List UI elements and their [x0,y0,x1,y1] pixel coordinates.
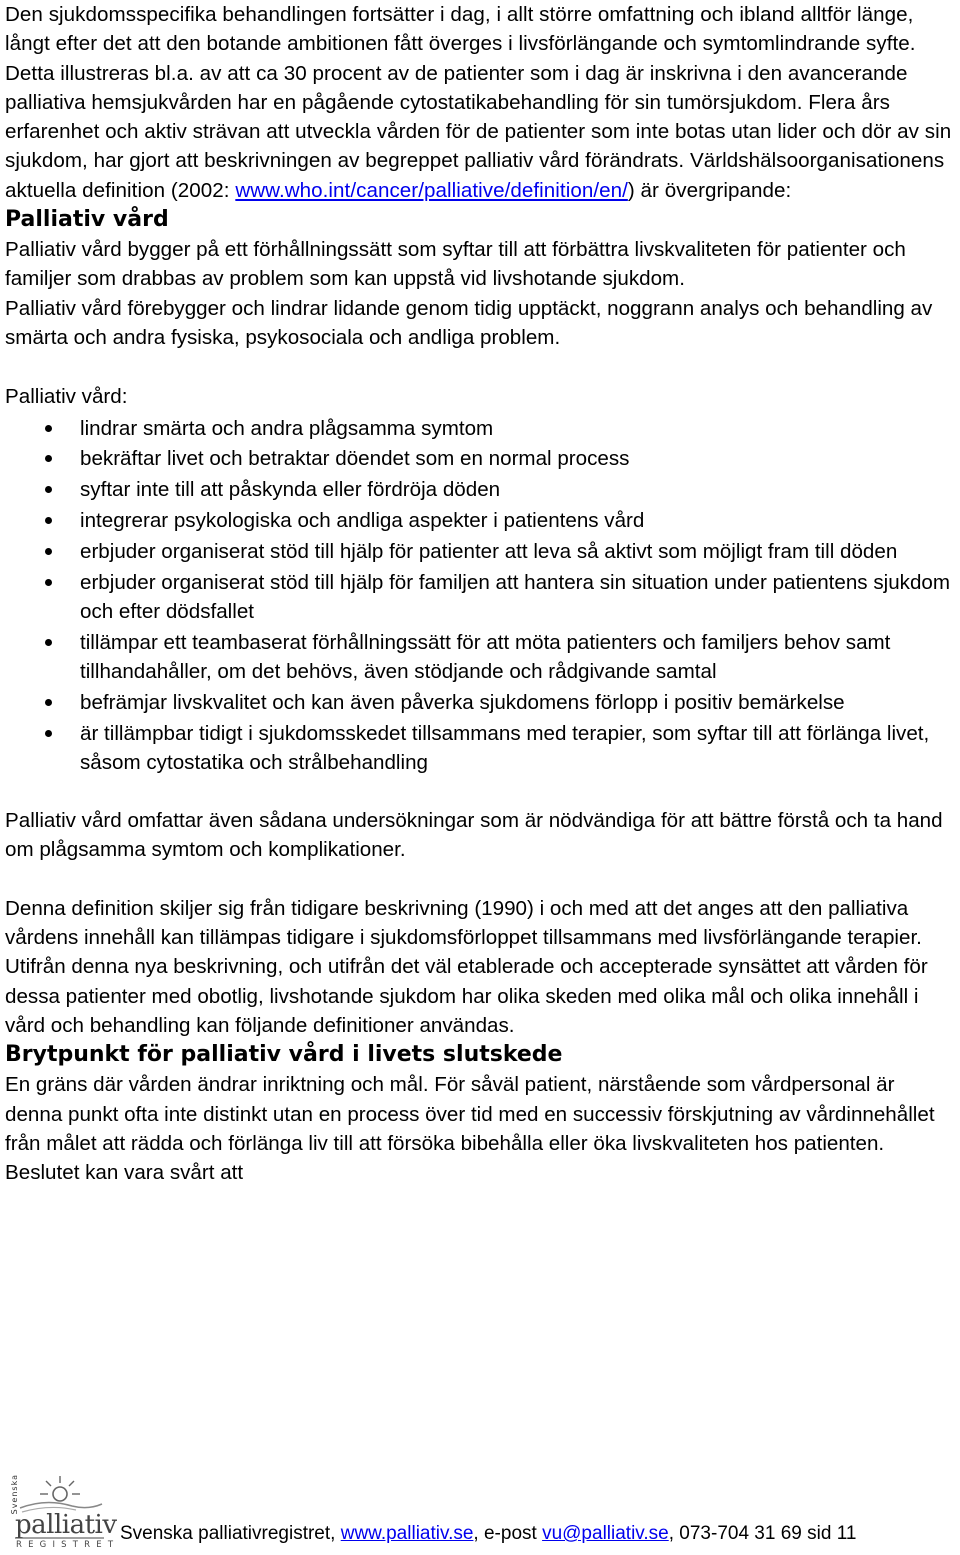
palliativ-registret-logo [6,1470,120,1552]
list-item-text: tillämpar ett teambaserat förhållningssätt för att möta patienters och familjers behov samt tillhandahåller, om det behövs, även stödjande och rådgivande samtal [80,630,891,683]
footer-email-label: , e-post [473,1523,543,1544]
bullet-icon [45,639,52,646]
footer-phone-page: , 073-704 31 69 sid 11 [668,1523,857,1544]
paragraph-examinations: Palliativ vård omfattar även sådana undersökningar som är nödvändiga för att bättre förstå och ta hand om plågsamma symtom och komplikationer. [5,809,943,862]
section-heading-brytpunkt: Brytpunkt för palliativ vård i livets slutskede [5,1042,563,1068]
bullet-icon [45,730,52,737]
paragraph-definition-difference: Denna definition skiljer sig från tidigare beskrivning (1990) i och med att det anges att den palliativa vårdens innehåll kan tillämpas tidigare i sjukdomsförloppet tillsammans med livsförlängande terapier. Utifrån denna nya beskrivning, och utifrån det väl etablerade och accepterade synsättet att vården för dessa patienter med obotlig, livshotande sjukdom har olika skeden med olika mål och olika innehåll i vård och behandling kan följande definitioner användas. [5,896,928,1037]
page-footer [0,1468,960,1554]
bullet-icon [45,455,52,462]
footer-email-link[interactable]: vu@palliativ.se [542,1523,669,1544]
definition-paragraph-2: Palliativ vård förebygger och lindrar lidande genom tidig upptäckt, noggrann analys och behandling av smärta och andra fysiska, psykosociala och andliga problem. [5,296,933,349]
paragraph-brytpunkt: En gräns där vården ändrar inriktning och mål. För såväl patient, närstående som vårdpersonal är denna punkt ofta inte distinkt utan en process över tid med en successiv förskjutning av vårdinnehållet från målet att rädda och förlänga liv till att försöka bibehålla eller öka livskvaliteten hos patienten. Beslutet kan vara svårt att [5,1073,935,1185]
list-item [5,537,957,566]
list-item-text: syftar inte till att påskynda eller fördröja döden [80,478,501,502]
list-item-text: lindrar smärta och andra plågsamma symtom [80,416,494,440]
logo-vertical-text: Svenska [10,1474,19,1515]
logo-word: palliativ [15,1510,117,1540]
list-item [5,628,957,687]
who-definition-link[interactable]: www.who.int/cancer/palliative/definition/en/ [235,178,628,202]
list-item-text: bekräftar livet och betraktar döendet som en normal process [80,447,630,471]
list-item [5,414,957,443]
document-page [5,0,957,1187]
list-item-text: integrerar psykologiska och andliga aspekter i patientens vård [80,508,645,532]
section-heading-palliativ-vard: Palliativ vård [5,207,169,233]
intro-paragraph [5,0,957,205]
list-item [5,568,957,627]
footer-website-link[interactable]: www.palliativ.se [340,1523,474,1544]
list-item [5,506,957,535]
bullet-icon [45,579,52,586]
list-label: Palliativ vård: [5,385,128,409]
list-item [5,688,957,717]
list-item [5,444,957,473]
bullet-icon [45,486,52,493]
bullet-icon [45,548,52,555]
footer-org: Svenska palliativregistret, [120,1523,341,1544]
list-item [5,475,957,504]
bullet-icon [45,699,52,706]
list-item-text: är tillämpbar tidigt i sjukdomsskedet tillsammans med terapier, som syftar till att förlänga livet, såsom cytostatika och strålbehandling [80,721,930,774]
bullet-icon [45,425,52,432]
palliative-care-list [5,414,957,778]
list-item-text: befrämjar livskvalitet och kan även påverka sjukdomens förlopp i positiv bemärkelse [80,690,845,714]
list-item-text: erbjuder organiserat stöd till hjälp för patienter att leva så aktivt som möjligt fram till döden [80,539,898,563]
intro-after: ) är övergripande: [627,178,792,202]
definition-paragraph-1: Palliativ vård bygger på ett förhållningssätt som syftar till att förbättra livskvaliteten för patienter och familjer som drabbas av problem som kan uppstå vid livshotande sjukdom. [5,238,906,291]
list-item-text: erbjuder organiserat stöd till hjälp för familjen att hantera sin situation under patientens sjukdom och efter dödsfallet [80,570,951,623]
intro-text: Den sjukdomsspecifika behandlingen fortsätter i dag, i allt större omfattning och ibland alltför länge, långt efter det att den botande ambitionen fått överges i livsförlängande och symtomlindrande syfte. Detta illustreras bl.a. av att ca 30 procent av de patienter som i dag är inskrivna i den avancerande palliativa hemsjukvården har en pågående cytostatikabehandling för sin tumörsjukdom. Flera års erfarenhet och aktiv strävan att utveckla vården för de patienter som inte botas utan lider och dör av sin sjukdom, har gjort att beskrivningen av begreppet palliativ vård förändrats. Världshälsoorganisationens aktuella definition (2002: [5,3,952,202]
logo-subtitle: REGISTRET [16,1540,120,1550]
list-item [5,719,957,778]
bullet-icon [45,517,52,524]
footer-contact-line [120,1522,856,1546]
